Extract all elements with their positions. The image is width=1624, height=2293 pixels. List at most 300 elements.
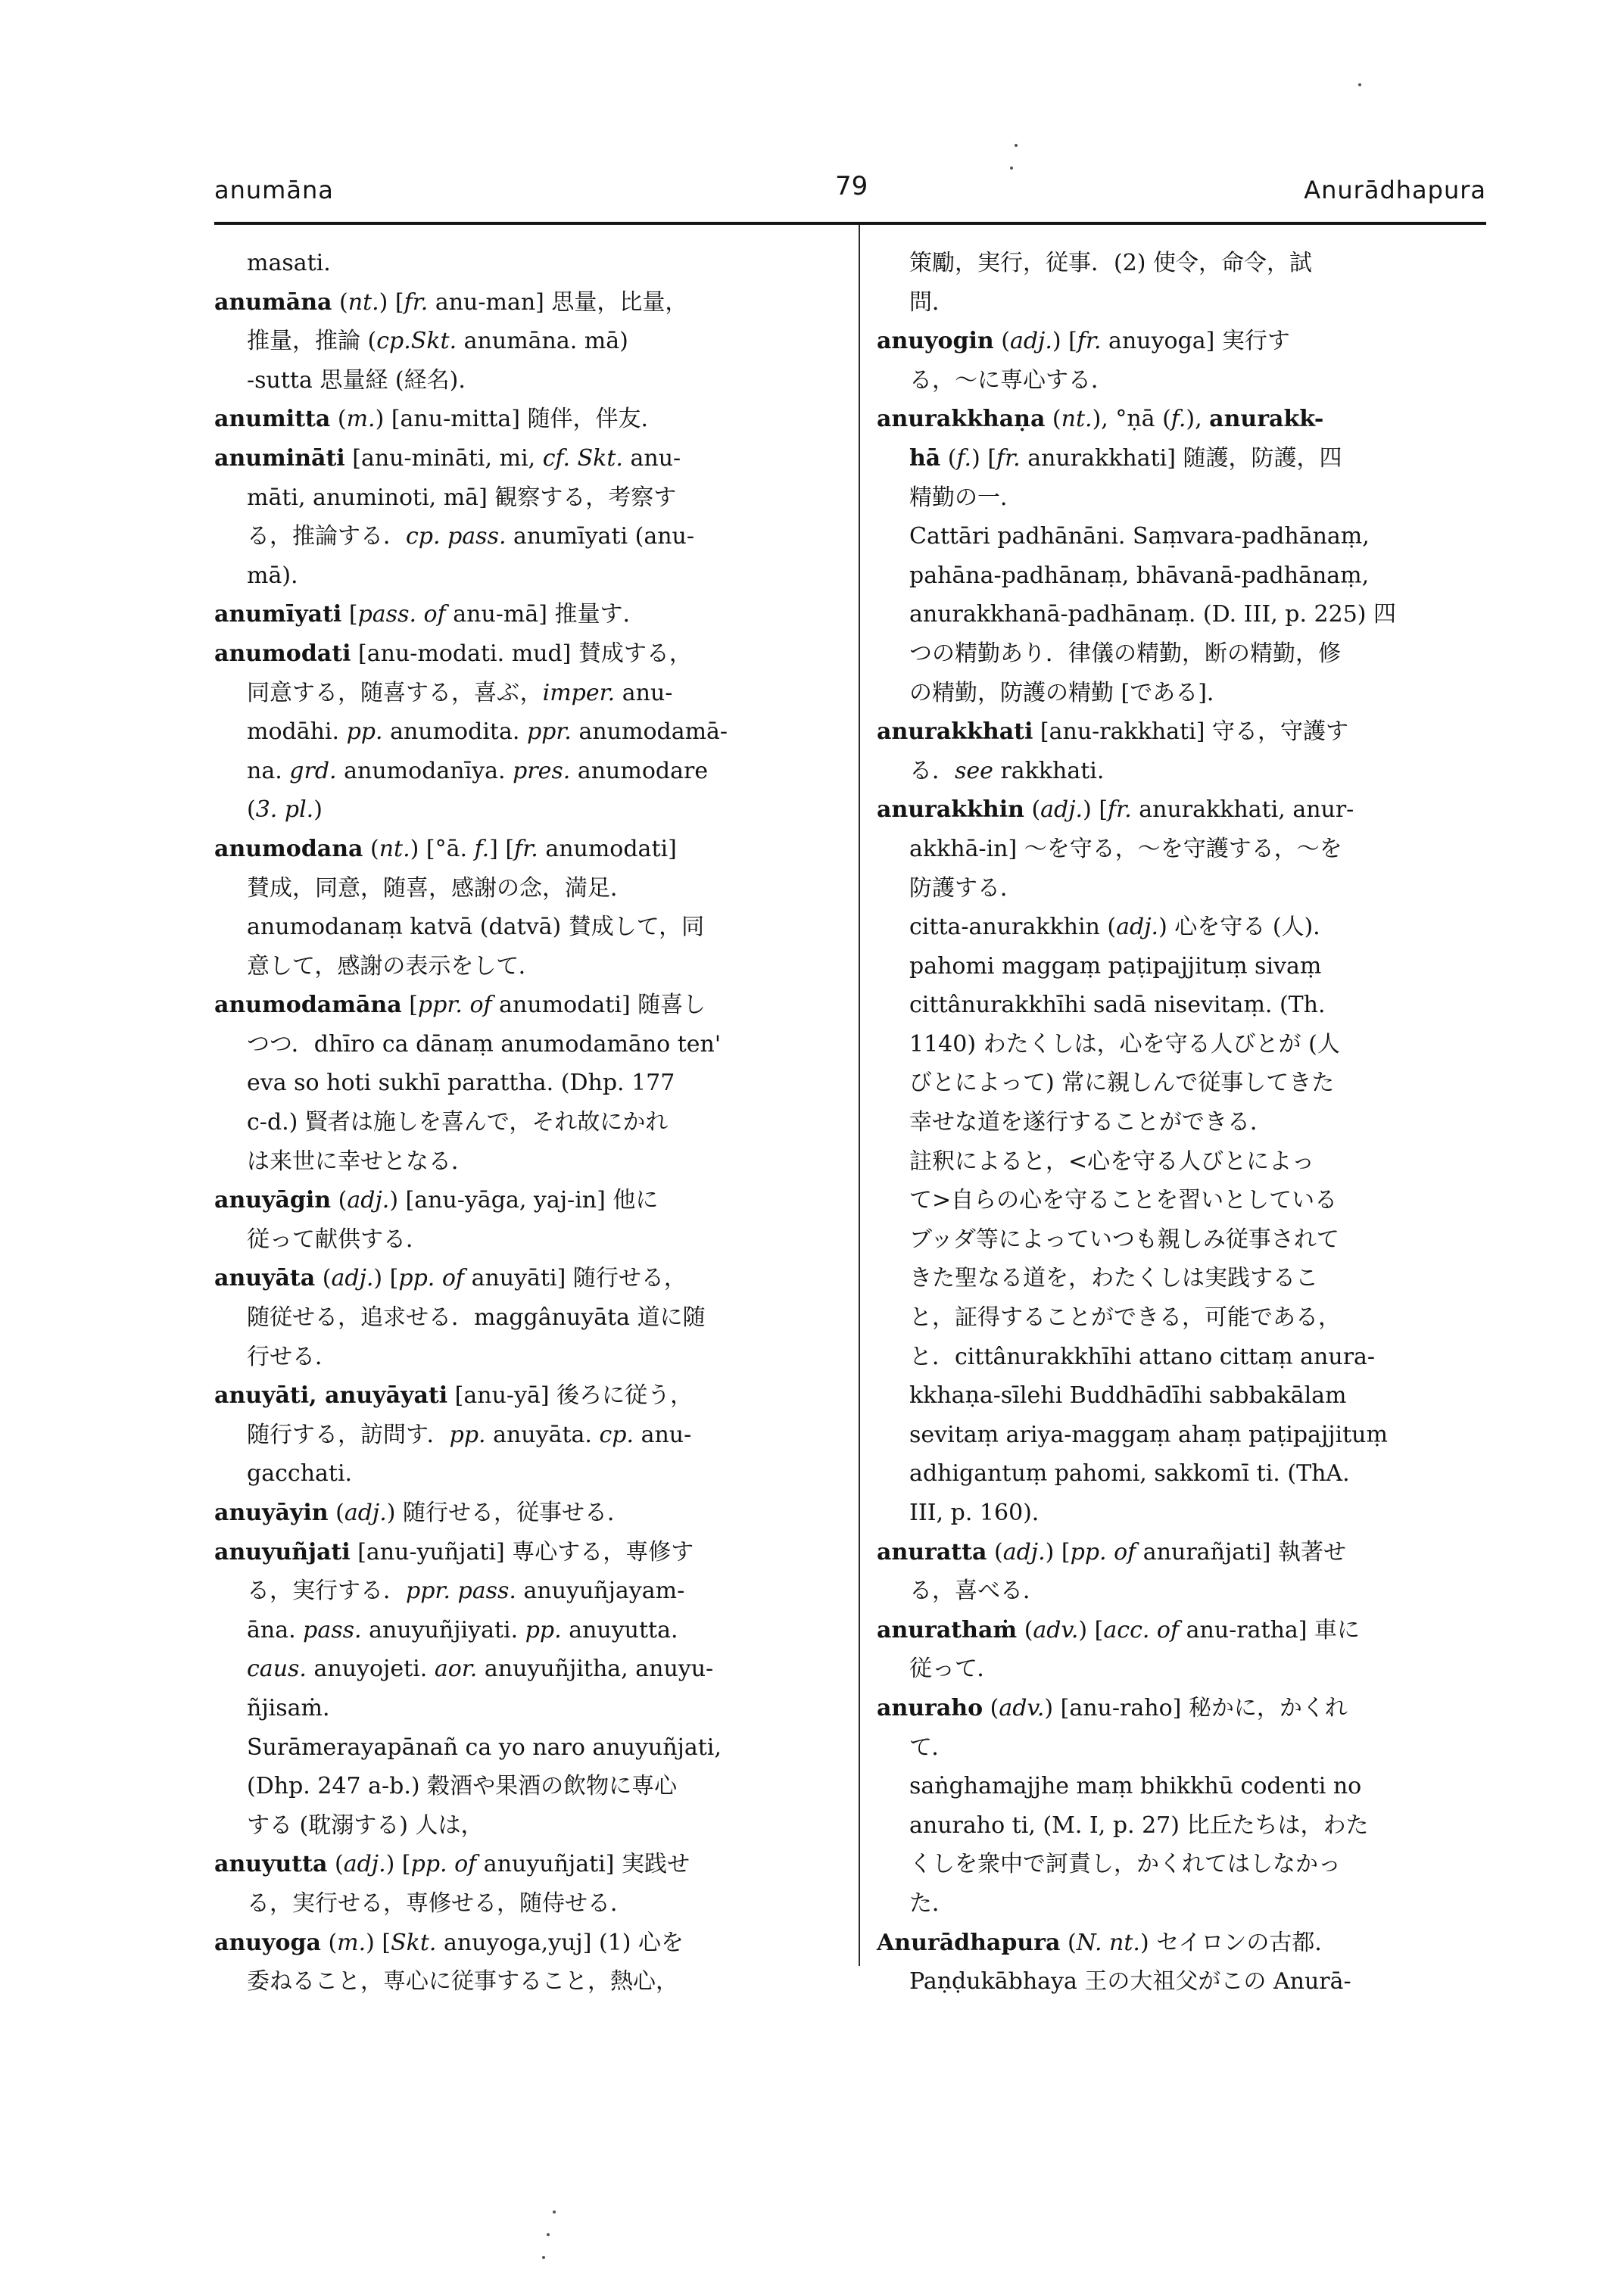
entry-text: ) [ — [1083, 796, 1108, 824]
entry-text: III, p. 160)． — [909, 1500, 1055, 1526]
grammar-abbrev: adj. — [344, 1500, 387, 1526]
right-column-line — [877, 283, 1486, 322]
left-column-line — [214, 283, 835, 322]
headword: Anurādhapura — [877, 1929, 1061, 1956]
entry-text: anuyoga] 実行す — [1101, 328, 1290, 355]
entry-text: 問． — [909, 288, 955, 316]
right-column-line — [877, 1064, 1486, 1103]
entry-text: の精勤，防護の精勤 [である]． — [909, 679, 1230, 706]
headword: anuyoga — [214, 1929, 321, 1956]
left-column-line — [214, 712, 835, 752]
right-column-line — [877, 1767, 1486, 1806]
grammar-abbrev: pres. — [513, 757, 571, 784]
entry-text: ( — [940, 444, 957, 472]
headword: anumodamāna — [214, 992, 402, 1019]
right-column-line — [877, 478, 1486, 518]
entry-text: する (耽溺する) 人は， — [247, 1812, 484, 1839]
left-column-line — [214, 752, 835, 791]
entry-text: āna. — [247, 1616, 304, 1643]
right-column-line — [877, 1376, 1486, 1416]
right-column-line — [877, 1728, 1486, 1768]
grammar-abbrev: adj. — [1002, 1538, 1046, 1566]
headword: hā — [909, 444, 941, 472]
entry-text: る． — [909, 757, 955, 784]
entry-text: ) [ — [366, 1929, 391, 1956]
entry-text: る，推論する． — [247, 523, 406, 550]
speck-mark — [1358, 83, 1361, 86]
grammar-abbrev: pass. of — [357, 601, 446, 628]
grammar-abbrev: f. — [956, 444, 972, 472]
entry-text: anurakkhati, anur- — [1131, 796, 1354, 824]
entry-text: ) [anu-raho] 秘かに，かくれ — [1044, 1694, 1348, 1721]
entry-text: Cattāri padhānāni. Saṃvara-padhānaṃ, — [909, 523, 1370, 550]
entry-text: ( — [327, 1851, 344, 1878]
entry-text: anumodati] — [538, 835, 677, 862]
headword: anuratta — [877, 1538, 987, 1566]
running-head-right: Anurādhapura — [1304, 176, 1486, 204]
entry-text: anumodare — [570, 757, 709, 784]
grammar-abbrev: nt. — [1061, 406, 1093, 433]
entry-text: anu-mā] 推量す. — [445, 601, 631, 628]
entry-text: citta-anurakkhin ( — [909, 914, 1117, 941]
grammar-abbrev: acc. of — [1103, 1616, 1180, 1643]
headword: anuyāyin — [214, 1500, 329, 1526]
left-column-line — [214, 1924, 835, 1963]
entry-text: ) [ — [1052, 328, 1077, 355]
left-column-line — [214, 244, 835, 283]
entry-text: て>自らの心を守ることを習いとしている — [909, 1187, 1338, 1214]
entry-text: anu- — [622, 444, 681, 472]
headword: anumīyati — [214, 601, 342, 628]
entry-text: rakkhati. — [993, 757, 1105, 784]
entry-text: akkhā-in] ～を守る，～を守護する，～を — [909, 835, 1342, 862]
entry-text: anumodati] 随喜し — [491, 992, 706, 1019]
right-column-line — [877, 1924, 1486, 1963]
left-column-line — [214, 1103, 835, 1142]
entry-text: [anu-mināti, mi, — [344, 444, 543, 472]
running-head-left: anumāna — [214, 176, 334, 204]
entry-text: anuyutta. — [561, 1616, 678, 1643]
entry-text: 精勤の一． — [909, 484, 1023, 511]
left-column-line — [214, 1728, 835, 1768]
grammar-abbrev: ppr. of — [417, 992, 492, 1019]
entry-text: (Dhp. 247 a-b.) 穀酒や果酒の飲物に専心 — [247, 1773, 678, 1800]
left-column-line — [214, 1220, 835, 1260]
headword: anumitta — [214, 406, 331, 433]
left-column-line — [214, 361, 835, 400]
grammar-abbrev: pp. — [525, 1616, 562, 1643]
left-column-line — [214, 1650, 835, 1689]
entry-text: 推量，推論 ( — [247, 328, 377, 355]
grammar-abbrev: fr. — [996, 444, 1021, 472]
entry-text: kkhaṇa-sīlehi Buddhādīhi sabbakālam — [909, 1382, 1347, 1410]
entry-text: ) セイロンの古都． — [1139, 1929, 1338, 1956]
headword: anurakkhaṇa — [877, 406, 1046, 433]
left-column-line — [214, 1454, 835, 1494]
right-column-line — [877, 752, 1486, 791]
left-column-line — [214, 1025, 835, 1064]
grammar-abbrev: adj. — [343, 1851, 386, 1878]
left-column-line — [214, 1181, 835, 1220]
entry-text: Surāmerayapānañ ca yo naro anuyuñjati, — [247, 1734, 722, 1761]
entry-text: ( — [1024, 796, 1041, 824]
entry-text: ( — [1060, 1929, 1077, 1956]
entry-text: anumāna. mā) — [457, 328, 628, 355]
entry-text: anumodita. — [382, 718, 527, 746]
entry-text: ) [anu-yāga, yaj-in] 他に — [389, 1187, 659, 1214]
right-column-line — [877, 556, 1486, 596]
entry-text: ( — [332, 288, 348, 316]
right-column-line — [877, 322, 1486, 361]
headword: anuyāgin — [214, 1187, 332, 1214]
right-column-line — [877, 1142, 1486, 1182]
grammar-abbrev: nt. — [348, 288, 379, 316]
entry-text: ) [ — [373, 1265, 399, 1292]
entry-text: anu-man] 思量，比量， — [428, 288, 688, 316]
grammar-abbrev: adv. — [1033, 1616, 1079, 1643]
entry-text: 随行する，訪問す． — [247, 1421, 450, 1448]
entry-text: ), °ṇā ( — [1092, 406, 1171, 433]
grammar-abbrev: nt. — [379, 835, 410, 862]
headword: anurakk- — [1209, 406, 1324, 433]
entry-text: 1140) わたくしは，心を守る人びとが (人 — [909, 1030, 1340, 1058]
entry-text: くしを衆中で訶責し，かくれてはしなかっ — [909, 1851, 1341, 1878]
left-column-line — [214, 869, 835, 908]
header-rule — [214, 222, 1486, 225]
grammar-abbrev: imper. — [542, 679, 616, 706]
grammar-abbrev: cf. Skt. — [542, 444, 623, 472]
entry-text: ( — [993, 328, 1010, 355]
headword: anuyutta — [214, 1851, 328, 1878]
right-column-line — [877, 712, 1486, 752]
entry-text: anumodamā- — [571, 718, 728, 746]
headword: anurakkhin — [877, 796, 1024, 824]
entry-text: 同意する，随喜する，喜ぶ， — [247, 679, 543, 706]
entry-text: ) [ — [971, 444, 997, 472]
grammar-abbrev: m. — [346, 406, 376, 433]
left-column-line — [214, 1611, 835, 1650]
left-column-line — [214, 1376, 835, 1416]
entry-text: māti, anuminoti, mā] 観察する，考察す — [247, 484, 677, 511]
left-column-line — [214, 674, 835, 713]
right-column-line — [877, 1416, 1486, 1455]
right-column-line — [877, 595, 1486, 634]
right-column-line — [877, 1259, 1486, 1298]
entry-text: modāhi. — [247, 718, 347, 746]
entry-text: anumodanīya. — [336, 757, 513, 784]
left-column-line — [214, 908, 835, 947]
entry-text: る，喜べる． — [909, 1578, 1046, 1605]
grammar-abbrev: cp. pass. — [406, 523, 507, 550]
entry-text: anurakkhati] 随護，防護，四 — [1020, 444, 1342, 472]
entry-text: 随従せる，追求せる．maggânuyāta 道に随 — [247, 1304, 706, 1332]
entry-text: masati. — [247, 250, 331, 276]
entry-text: sevitaṃ ariya-maggaṃ ahaṃ paṭipajjituṃ — [909, 1421, 1388, 1448]
entry-text: [anu-modati. mud] 賛成する， — [351, 640, 692, 667]
entry-text: anuyojeti. — [306, 1656, 435, 1683]
entry-text: na. — [247, 757, 290, 784]
right-column-line — [877, 400, 1486, 439]
right-column-line — [877, 1494, 1486, 1533]
grammar-abbrev: ppr. pass. — [406, 1578, 516, 1605]
entry-text: ( — [1017, 1616, 1033, 1643]
left-column-line — [214, 400, 835, 439]
grammar-abbrev: cp. — [599, 1421, 634, 1448]
left-column-line — [214, 1767, 835, 1806]
entry-text: ) [anu-mitta] 随伴，伴友. — [375, 406, 649, 433]
right-column-line — [877, 674, 1486, 713]
left-column-line — [214, 634, 835, 674]
right-column-line — [877, 1181, 1486, 1220]
entry-text: anurakkhanā-padhānaṃ. (D. III, p. 225) 四 — [909, 601, 1397, 628]
left-column-line — [214, 1142, 835, 1182]
entry-text: ) [°ā. — [410, 835, 475, 862]
right-column-line — [877, 1962, 1486, 2002]
entry-text: る，～に専心する． — [909, 366, 1114, 394]
right-column-line — [877, 1845, 1486, 1884]
speck-mark — [1015, 144, 1018, 147]
entry-text: [anu-rakkhati] 守る，守護す — [1033, 718, 1348, 746]
grammar-abbrev: adj. — [1009, 328, 1052, 355]
right-column-line — [877, 1338, 1486, 1377]
page-header — [214, 171, 1486, 221]
headword: anumodati — [214, 640, 351, 667]
headword: anuyogin — [877, 328, 994, 355]
right-column-line — [877, 1611, 1486, 1650]
left-column-line — [214, 595, 835, 634]
entry-text: c-d.) 賢者は施しを喜んで，それ故にかれ — [247, 1109, 669, 1136]
left-column-line — [214, 478, 835, 518]
entry-text: は来世に幸せとなる． — [247, 1148, 474, 1175]
entry-text: anuyuñjayam- — [516, 1578, 685, 1605]
left-column-line — [214, 1884, 835, 1924]
grammar-abbrev: pass. — [303, 1616, 362, 1643]
headword: anuraho — [877, 1694, 983, 1721]
grammar-abbrev: cp.Skt. — [376, 328, 457, 355]
right-column-line — [877, 1689, 1486, 1728]
entry-text: [ — [341, 601, 358, 628]
entry-text: る，実行する． — [247, 1578, 406, 1605]
entry-text: adhigantuṃ pahomi, sakkomī ti. (ThA. — [909, 1460, 1350, 1488]
entry-text: 策勵，実行，従事．(2) 使令，命令，試 — [909, 250, 1313, 276]
entry-text: anuyuñjati] 実践せ — [476, 1851, 690, 1878]
page-number: 79 — [835, 171, 868, 201]
right-column-line — [877, 244, 1486, 283]
right-column-line — [877, 517, 1486, 556]
grammar-abbrev: pp. of — [398, 1265, 465, 1292]
grammar-abbrev: adj. — [347, 1187, 390, 1214]
grammar-abbrev: pp. of — [410, 1851, 477, 1878]
headword: anurakkhati — [877, 718, 1033, 746]
entry-text: anuyāti] 随行せる， — [464, 1265, 687, 1292]
left-column-line — [214, 1806, 835, 1846]
entry-text: cittânurakkhīhi sadā nisevitaṃ. (Th. — [909, 992, 1326, 1019]
entry-text: anu- — [615, 679, 673, 706]
entry-text: anuyāta. — [485, 1421, 600, 1448]
entry-text: 意して，感謝の表示をして． — [247, 952, 541, 980]
entry-text: ), — [1186, 406, 1210, 433]
right-column-line — [877, 1220, 1486, 1260]
entry-text: ブッダ等によっていつも親しみ従事されて — [909, 1226, 1339, 1253]
entry-text: gacchati. — [247, 1460, 353, 1488]
entry-text: と，証得することができる，可能である， — [909, 1304, 1341, 1332]
entry-text: pahāna-padhānaṃ, bhāvanā-padhānaṃ, — [909, 562, 1370, 589]
left-column-line — [214, 322, 835, 361]
grammar-abbrev: f. — [474, 835, 490, 862]
entry-text: 防護する． — [909, 874, 1023, 902]
right-column-line — [877, 830, 1486, 869]
left-column — [214, 244, 835, 2002]
entry-text: eva so hoti sukhī parattha. (Dhp. 177 — [247, 1070, 675, 1097]
left-column-line — [214, 986, 835, 1025]
grammar-abbrev: 3. pl. — [255, 796, 314, 824]
speck-mark — [553, 2210, 556, 2214]
left-column-line — [214, 1416, 835, 1455]
entry-text: 委ねること，専心に従事すること，熱心， — [247, 1968, 678, 1995]
left-column-line — [214, 556, 835, 596]
left-column-line — [214, 1338, 835, 1377]
entry-text: 賛成，同意，随喜，感謝の念，満足． — [247, 874, 633, 902]
entry-text: pahomi maggaṃ paṭipajjituṃ sivaṃ — [909, 952, 1322, 980]
grammar-abbrev: see — [955, 757, 993, 784]
right-column-line — [877, 361, 1486, 400]
headword: anumodana — [214, 835, 363, 862]
grammar-abbrev: aor. — [434, 1656, 478, 1683]
entry-text: anu-ratha] 車に — [1179, 1616, 1361, 1643]
headword: anuyāta — [214, 1265, 316, 1292]
entry-text: anuraho ti, (M. I, p. 27) 比丘たちは，わた — [909, 1812, 1369, 1839]
headword: anuyuñjati — [214, 1538, 351, 1566]
grammar-abbrev: pp. — [449, 1421, 486, 1448]
entry-text: anurañjati] 執著せ — [1136, 1538, 1346, 1566]
entry-text: ) 随行せる，従事せる． — [386, 1500, 631, 1526]
right-column-line — [877, 1650, 1486, 1689]
right-column-line — [877, 634, 1486, 674]
left-column-line — [214, 947, 835, 986]
entry-text: つの精勤あり．律儀の精勤，断の精勤，修 — [909, 640, 1341, 667]
entry-text: 幸せな道を遂行することができる． — [909, 1109, 1273, 1136]
entry-text: ( — [1045, 406, 1061, 433]
right-column-line — [877, 1298, 1486, 1338]
grammar-abbrev: adv. — [999, 1694, 1045, 1721]
entry-text: 従って． — [909, 1656, 1000, 1683]
speck-mark — [542, 2256, 545, 2259]
entry-text: anu- — [634, 1421, 692, 1448]
grammar-abbrev: pp. of — [1070, 1538, 1136, 1566]
entry-text: ( — [247, 796, 256, 824]
right-column-line — [877, 1806, 1486, 1846]
entry-text: ( — [983, 1694, 999, 1721]
right-column-line — [877, 986, 1486, 1025]
grammar-abbrev: fr. — [1077, 328, 1102, 355]
entry-text: [ — [401, 992, 418, 1019]
left-column-line — [214, 1064, 835, 1103]
entry-text: [anu-yā] 後ろに従う， — [447, 1382, 694, 1410]
grammar-abbrev: N. nt. — [1076, 1929, 1140, 1956]
right-column-line — [877, 1103, 1486, 1142]
entry-text: た． — [909, 1890, 955, 1917]
entry-text: ( — [331, 1187, 348, 1214]
entry-text: anumodanaṃ katvā (datvā) 賛成して，同 — [247, 914, 705, 941]
entry-text: て． — [909, 1734, 955, 1761]
left-column-line — [214, 1845, 835, 1884]
left-column-line — [214, 517, 835, 556]
left-column-line — [214, 1572, 835, 1611]
entry-text: 註釈によると，<心を守る人びとによっ — [909, 1148, 1315, 1175]
entry-text: ) [ — [385, 1851, 411, 1878]
left-column-line — [214, 1494, 835, 1533]
entry-text: Paṇḍukābhaya 王の大祖父がこの Anurā- — [909, 1968, 1351, 1995]
headword: anumāna — [214, 288, 332, 316]
right-column-line — [877, 947, 1486, 986]
entry-text: anuyuñjitha, anuyu- — [477, 1656, 714, 1683]
entry-text: ) [ — [1078, 1616, 1104, 1643]
entry-text: ) — [313, 796, 323, 824]
grammar-abbrev: grd. — [289, 757, 337, 784]
entry-text: anuyoga,yuj] (1) 心を — [436, 1929, 684, 1956]
right-column-line — [877, 1533, 1486, 1572]
right-column-line — [877, 790, 1486, 830]
grammar-abbrev: fr. — [404, 288, 429, 316]
entry-text: ( — [987, 1538, 1003, 1566]
entry-text: る，実行せる，専修せる，随侍せる． — [247, 1890, 633, 1917]
left-column-line — [214, 1298, 835, 1338]
entry-text: saṅghamajjhe maṃ bhikkhū codenti no — [909, 1773, 1362, 1800]
entry-text: びとによって) 常に親しんで従事してきた — [909, 1070, 1335, 1097]
entry-text: ( — [328, 1500, 344, 1526]
entry-text: ) 心を守る (人)． — [1158, 914, 1336, 941]
headword: anurathaṁ — [877, 1616, 1018, 1643]
left-column-line — [214, 830, 835, 869]
entry-text: ñjisaṁ. — [247, 1694, 330, 1721]
entry-text: ) [ — [1045, 1538, 1071, 1566]
left-column-line — [214, 1689, 835, 1728]
entry-text: 従って献供する． — [247, 1226, 429, 1253]
entry-text: ] [ — [489, 835, 515, 862]
grammar-abbrev: adj. — [1040, 796, 1083, 824]
grammar-abbrev: fr. — [514, 835, 538, 862]
right-column-line — [877, 1454, 1486, 1494]
headword: anumināti — [214, 444, 345, 472]
grammar-abbrev: f. — [1170, 406, 1186, 433]
entry-text: anuyuñjiyati. — [361, 1616, 525, 1643]
right-column-line — [877, 1572, 1486, 1611]
right-column-line — [877, 869, 1486, 908]
left-column-line — [214, 1259, 835, 1298]
left-column-line — [214, 439, 835, 478]
right-column-line — [877, 439, 1486, 478]
entry-text: ) [ — [379, 288, 404, 316]
entry-text: anumīyati (anu- — [506, 523, 694, 550]
right-column-line — [877, 1025, 1486, 1064]
entry-text: mā). — [247, 562, 298, 589]
left-column-line — [214, 790, 835, 830]
entry-text: [anu-yuñjati] 専心する，専修す — [350, 1538, 694, 1566]
grammar-abbrev: ppr. — [526, 718, 572, 746]
grammar-abbrev: fr. — [1108, 796, 1132, 824]
grammar-abbrev: adj. — [331, 1265, 374, 1292]
speck-mark — [547, 2233, 550, 2236]
entry-text: 行せる． — [247, 1343, 338, 1370]
left-column-line — [214, 1533, 835, 1572]
right-column — [877, 244, 1486, 2002]
entry-text: つつ．dhīro ca dānaṃ anumodamāno ten' — [247, 1030, 722, 1058]
headword: anuyāti, anuyāyati — [214, 1382, 448, 1410]
entry-text: と．cittânurakkhīhi attano cittaṃ anura- — [909, 1343, 1376, 1370]
entry-text: ( — [330, 406, 347, 433]
entry-text: -sutta 思量経 (経名). — [247, 366, 466, 394]
grammar-abbrev: Skt. — [391, 1929, 437, 1956]
